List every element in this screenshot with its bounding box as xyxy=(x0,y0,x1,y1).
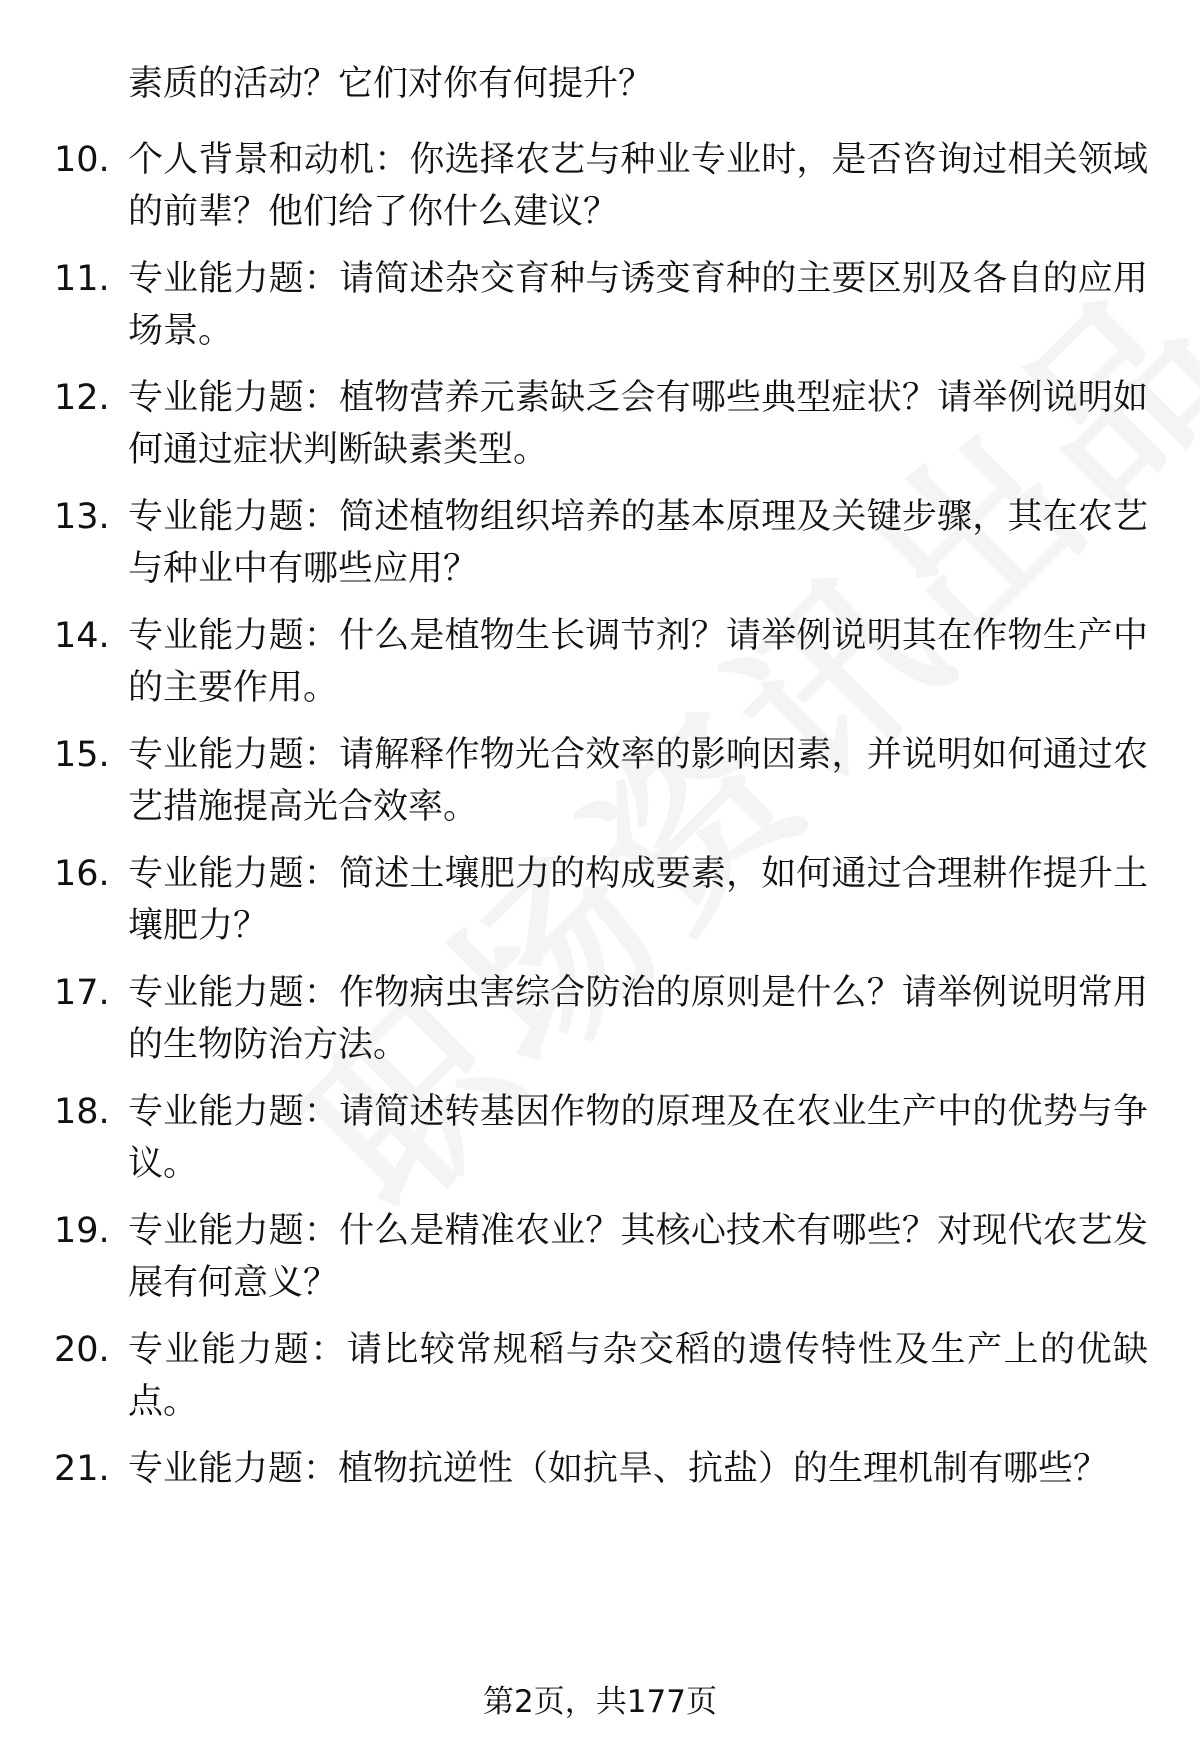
item-number: 10. xyxy=(54,140,110,180)
item-number: 11. xyxy=(54,259,110,299)
item-number: 12. xyxy=(54,378,110,418)
list-item xyxy=(0,1324,1200,1428)
item-number: 14. xyxy=(54,616,110,656)
list-item xyxy=(0,967,1200,1071)
item-number: 19. xyxy=(54,1211,110,1251)
list-item xyxy=(0,491,1200,595)
page-footer: 第2页，共177页 xyxy=(483,1684,717,1720)
item-text: 专业能力题：什么是精准农业？其核心技术有哪些？对现代农艺发展有何意义？ xyxy=(128,1211,1148,1303)
item-number: 17. xyxy=(54,973,110,1013)
item-number: 20. xyxy=(54,1330,110,1370)
list-item xyxy=(0,848,1200,952)
list-item xyxy=(0,253,1200,357)
item-text: 专业能力题：什么是植物生长调节剂？请举例说明其在作物生产中的主要作用。 xyxy=(128,616,1148,708)
item-number: 18. xyxy=(54,1092,110,1132)
item-number: 16. xyxy=(54,854,110,894)
item-number: 15. xyxy=(54,735,110,775)
item-text: 专业能力题：请简述杂交育种与诱变育种的主要区别及各自的应用场景。 xyxy=(128,259,1148,351)
item-text: 专业能力题：简述土壤肥力的构成要素，如何通过合理耕作提升土壤肥力？ xyxy=(128,854,1148,946)
list-item xyxy=(0,134,1200,238)
item-text: 专业能力题：简述植物组织培养的基本原理及关键步骤，其在农艺与种业中有哪些应用？ xyxy=(128,497,1148,589)
list-item xyxy=(0,1443,1200,1547)
list-item xyxy=(0,729,1200,833)
item-text: 专业能力题：作物病虫害综合防治的原则是什么？请举例说明常用的生物防治方法。 xyxy=(128,973,1148,1065)
item-text: 个人背景和动机：你选择农艺与种业专业时，是否咨询过相关领域的前辈？他们给了你什么建议？ xyxy=(128,140,1148,232)
continuation-text: 素质的活动？它们对你有何提升？ xyxy=(128,64,654,104)
list-item xyxy=(0,1086,1200,1190)
item-text: 专业能力题：植物抗逆性（如抗旱、抗盐）的生理机制有哪些？ xyxy=(128,1449,1109,1489)
list-item xyxy=(0,1205,1200,1309)
item-number: 13. xyxy=(54,497,110,537)
item-text: 专业能力题：请比较常规稻与杂交稻的遗传特性及生产上的优缺点。 xyxy=(128,1330,1148,1422)
item-text: 专业能力题：请简述转基因作物的原理及在农业生产中的优势与争议。 xyxy=(128,1092,1148,1184)
item-text: 专业能力题：植物营养元素缺乏会有哪些典型症状？请举例说明如何通过症状判断缺素类型。 xyxy=(128,378,1148,470)
list-item xyxy=(0,372,1200,476)
item-number: 21. xyxy=(54,1449,110,1489)
item-text: 专业能力题：请解释作物光合效率的影响因素，并说明如何通过农艺措施提高光合效率。 xyxy=(128,735,1148,827)
list-item xyxy=(0,610,1200,714)
